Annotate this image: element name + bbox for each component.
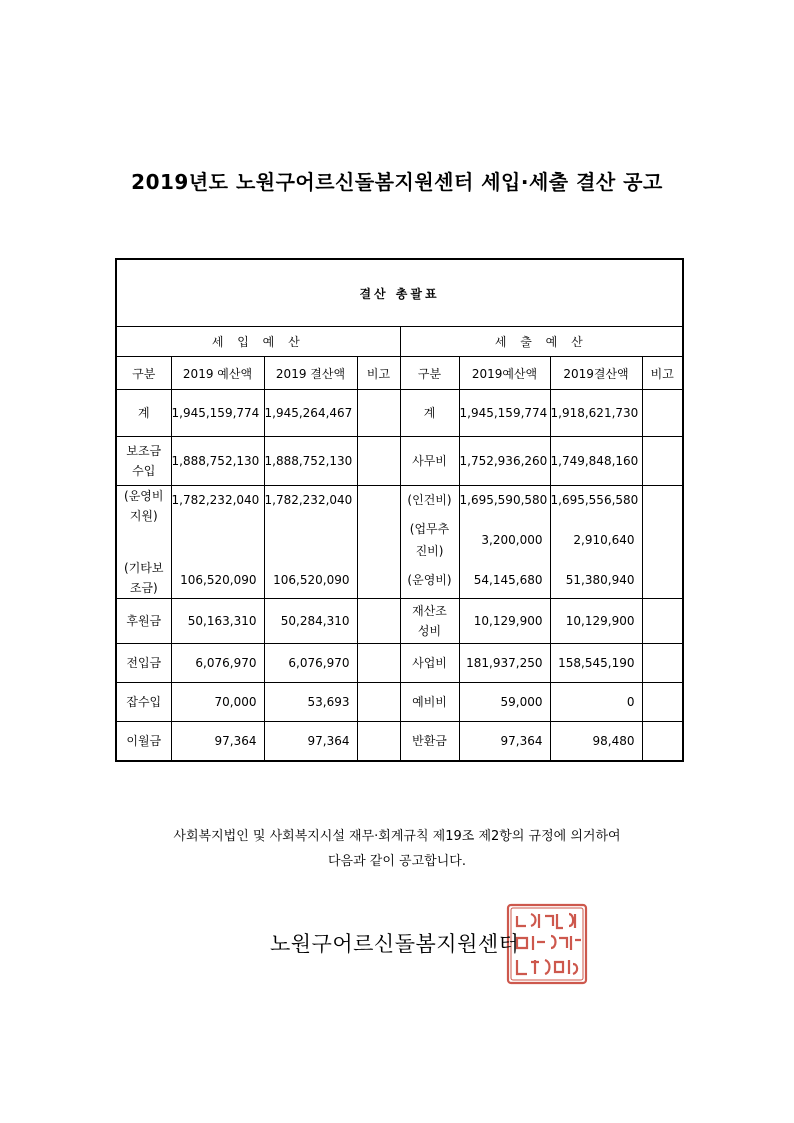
rev-budget: 70,000 xyxy=(171,683,264,722)
rev-settled: 1,888,752,130 xyxy=(264,437,357,486)
exp-note xyxy=(642,599,683,644)
exp-note xyxy=(642,390,683,437)
expense-section-header: 세 출 예 산 xyxy=(400,327,683,357)
exp-budget: 10,129,900 xyxy=(459,599,550,644)
exp-category: 사무비 xyxy=(400,437,459,486)
notice-line-1: 사회복지법인 및 사회복지시설 재무·회계규칙 제19조 제2항의 규정에 의거하여 xyxy=(173,829,621,844)
rev-note xyxy=(357,437,400,486)
rev-budget: 1,945,159,774 xyxy=(171,390,264,437)
table-row-misc xyxy=(116,683,683,722)
rev-budget: 97,364 xyxy=(171,722,264,762)
rev-budget: 1,888,752,130 xyxy=(171,437,264,486)
exp-category: 계 xyxy=(400,390,459,437)
rev-settled-header: 2019 결산액 xyxy=(264,357,357,390)
table-title: 결산 총괄표 xyxy=(116,259,683,327)
exp-category-detail: (인건비) (업무추 진비) (운영비) xyxy=(400,486,459,599)
rev-category: 이월금 xyxy=(116,722,171,762)
exp-settled-header: 2019결산액 xyxy=(550,357,642,390)
exp-note xyxy=(642,437,683,486)
rev-settled: 97,364 xyxy=(264,722,357,762)
table-row-transfer xyxy=(116,644,683,683)
organization-name: 노원구어르신돌봄지원센터 xyxy=(270,932,520,956)
notice-text xyxy=(0,824,794,874)
settlement-summary-table xyxy=(115,258,684,762)
exp-settled: 98,480 xyxy=(550,722,642,762)
rev-budget: 6,076,970 xyxy=(171,644,264,683)
revenue-section-header: 세 입 예 산 xyxy=(116,327,400,357)
rev-category: 잡수입 xyxy=(116,683,171,722)
exp-budget: 97,364 xyxy=(459,722,550,762)
exp-note-header: 비고 xyxy=(642,357,683,390)
rev-category-header: 구분 xyxy=(116,357,171,390)
table-row-detail xyxy=(116,486,683,599)
document-title: 2019년도 노원구어르신돌봄지원센터 세입·세출 결산 공고 xyxy=(131,170,663,194)
exp-note xyxy=(642,683,683,722)
rev-note xyxy=(357,486,400,599)
exp-category: 사업비 xyxy=(400,644,459,683)
exp-category: 반환금 xyxy=(400,722,459,762)
exp-settled: 158,545,190 xyxy=(550,644,642,683)
exp-settled: 0 xyxy=(550,683,642,722)
exp-budget: 181,937,250 xyxy=(459,644,550,683)
exp-note xyxy=(642,644,683,683)
exp-budget: 1,752,936,260 xyxy=(459,437,550,486)
exp-budget: 1,945,159,774 xyxy=(459,390,550,437)
rev-settled: 53,693 xyxy=(264,683,357,722)
rev-category: 계 xyxy=(116,390,171,437)
rev-budget-header: 2019 예산액 xyxy=(171,357,264,390)
rev-note xyxy=(357,644,400,683)
rev-note xyxy=(357,722,400,762)
exp-note xyxy=(642,486,683,599)
exp-settled: 1,749,848,160 xyxy=(550,437,642,486)
rev-category: 후원금 xyxy=(116,599,171,644)
exp-budget: 59,000 xyxy=(459,683,550,722)
rev-settled: 1,945,264,467 xyxy=(264,390,357,437)
table-row-subsidy xyxy=(116,437,683,486)
rev-note-header: 비고 xyxy=(357,357,400,390)
notice-line-2: 다음과 같이 공고합니다. xyxy=(328,854,466,869)
table-row-total xyxy=(116,390,683,437)
rev-settled: 50,284,310 xyxy=(264,599,357,644)
exp-category: 재산조 성비 xyxy=(400,599,459,644)
rev-category: 전입금 xyxy=(116,644,171,683)
rev-settled: 6,076,970 xyxy=(264,644,357,683)
rev-note xyxy=(357,599,400,644)
rev-settled-detail: 1,782,232,040 106,520,090 xyxy=(264,486,357,599)
exp-category-header: 구분 xyxy=(400,357,459,390)
rev-category: 보조금 수입 xyxy=(116,437,171,486)
exp-note xyxy=(642,722,683,762)
rev-note xyxy=(357,390,400,437)
rev-category-detail: (운영비 지원) (기타보 조금) xyxy=(116,486,171,599)
exp-settled: 1,918,621,730 xyxy=(550,390,642,437)
table-row-donation xyxy=(116,599,683,644)
exp-budget-detail: 1,695,590,580 3,200,000 54,145,680 xyxy=(459,486,550,599)
rev-budget: 50,163,310 xyxy=(171,599,264,644)
rev-note xyxy=(357,683,400,722)
exp-budget-header: 2019예산액 xyxy=(459,357,550,390)
rev-budget-detail: 1,782,232,040 106,520,090 xyxy=(171,486,264,599)
exp-category: 예비비 xyxy=(400,683,459,722)
table-row-carryover xyxy=(116,722,683,762)
exp-settled-detail: 1,695,556,580 2,910,640 51,380,940 xyxy=(550,486,642,599)
exp-settled: 10,129,900 xyxy=(550,599,642,644)
